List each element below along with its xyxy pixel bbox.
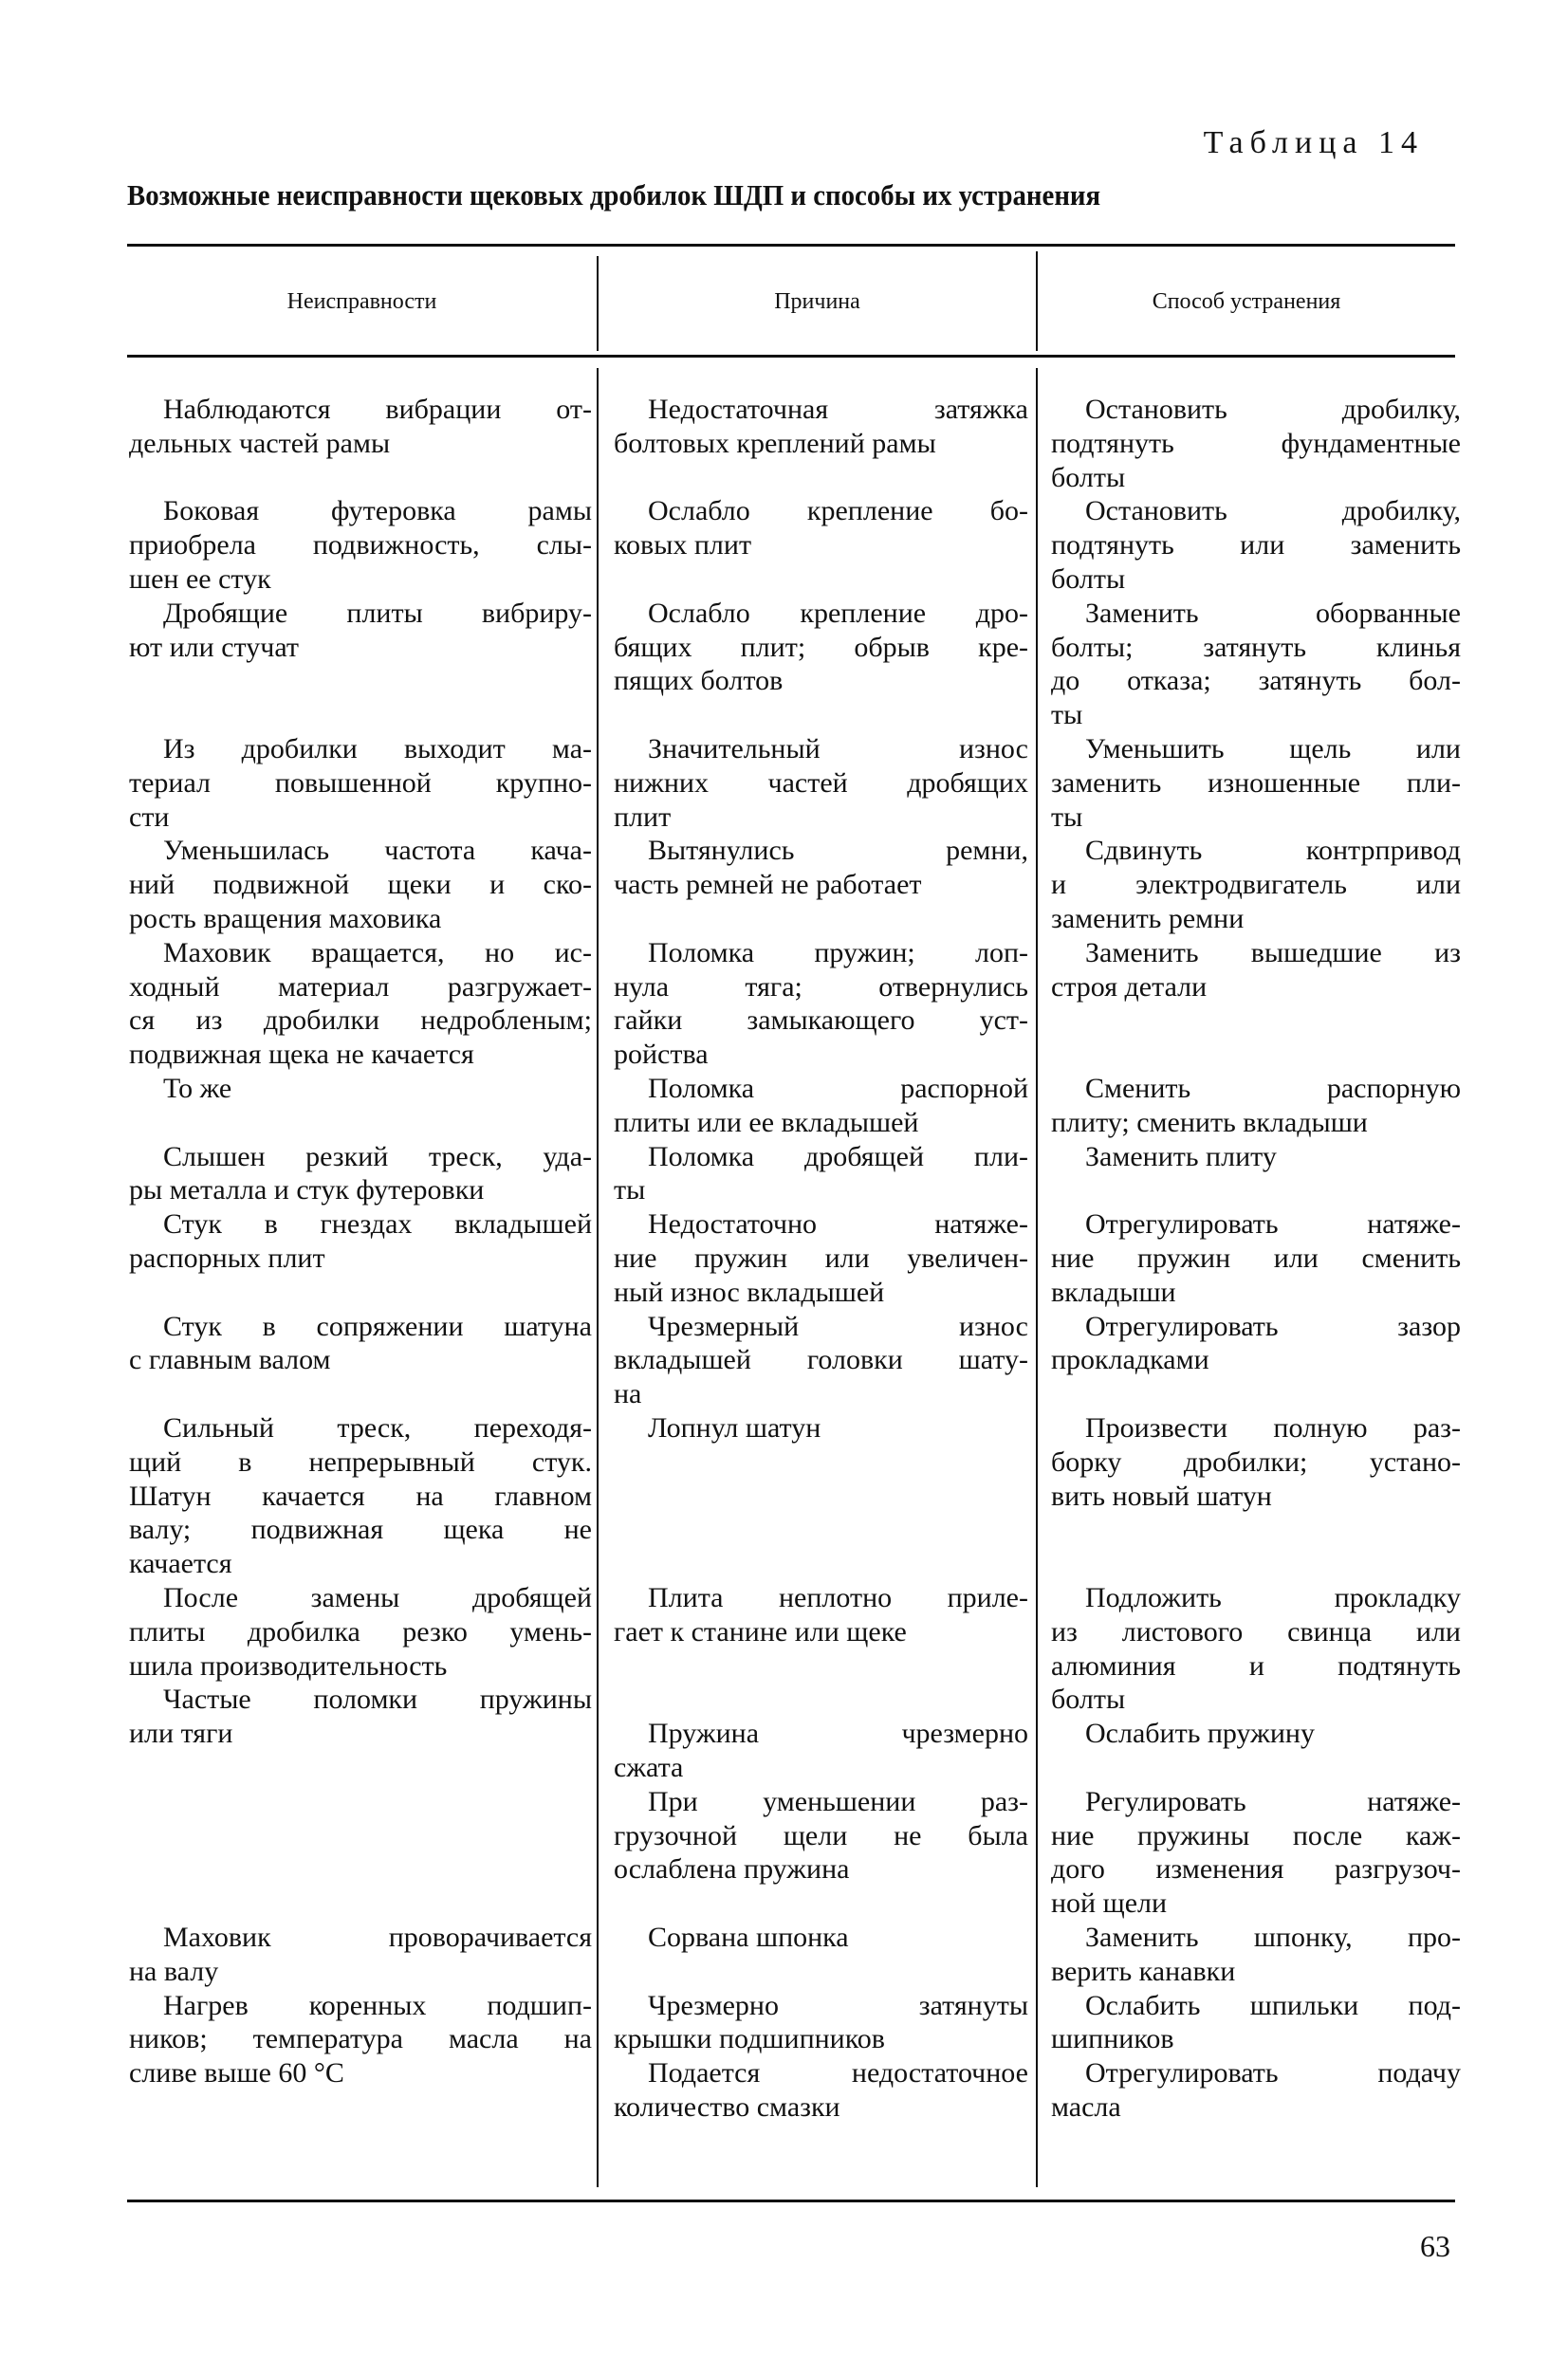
- cell-line: масла: [1051, 2090, 1121, 2123]
- remedy-cell: [1051, 834, 1461, 935]
- fault-cell: [129, 597, 592, 665]
- remedy-cell: [1051, 1785, 1461, 1921]
- cell-line: Подается недостаточное: [648, 2057, 1028, 2090]
- cause-cell: [614, 1140, 1028, 1208]
- cell-line: При уменьшении раз-: [648, 1785, 1028, 1817]
- cell-line: болты: [1051, 1684, 1126, 1716]
- cell-line: Уменьшилась частота кача-: [163, 835, 592, 867]
- cell-line: количество смазки: [614, 2090, 840, 2123]
- cell-line: Маховик вращается, но ис-: [163, 936, 592, 968]
- remedy-cell: [1051, 597, 1461, 732]
- cause-cell: [614, 1921, 1028, 1955]
- cell-line: Остановить дробилку,: [1085, 394, 1461, 425]
- cause-cell: [614, 936, 1028, 1072]
- cell-line: нижних частей дробящих: [614, 766, 1028, 799]
- cell-line: После замены дробящей: [163, 1582, 592, 1613]
- cell-line: Отрегулировать подачу: [1085, 2057, 1461, 2090]
- cell-line: ной щели: [1051, 1887, 1168, 1920]
- cell-line: или тяги: [129, 1718, 233, 1750]
- cell-line: Поломка дробящей пли-: [648, 1140, 1028, 1172]
- cell-line: ковых плит: [614, 529, 752, 562]
- remedy-cell: [1051, 1921, 1461, 1989]
- cell-line: болты; затянуть клинья: [1051, 631, 1461, 663]
- cell-line: ходный материал разгружает-: [129, 970, 592, 1003]
- cell-line: То же: [163, 1073, 232, 1104]
- cell-line: Заменить оборванные: [1085, 597, 1461, 629]
- cell-line: Значительный износ: [648, 733, 1028, 764]
- cell-line: вкладыши: [1051, 1276, 1176, 1308]
- cell-line: Заменить вышедшие из: [1085, 936, 1461, 968]
- cause-cell: [614, 1989, 1028, 2057]
- cell-line: Поломка распорной: [648, 1073, 1028, 1104]
- cell-line: Дробящие плиты вибриру-: [163, 597, 592, 629]
- cell-line: гает к станине или щеке: [614, 1615, 907, 1648]
- cell-line: плиты дробилка резко умень-: [129, 1615, 592, 1648]
- remedy-cell: [1051, 1989, 1461, 2057]
- top-rule: [127, 244, 1455, 247]
- remedy-cell: [1051, 1581, 1461, 1717]
- remedy-cell: [1051, 1310, 1461, 1378]
- cell-line: ры металла и стук футеровки: [129, 1174, 485, 1206]
- cell-line: шила производительность: [129, 1649, 448, 1682]
- cell-line: ний подвижной щеки и ско-: [129, 869, 592, 901]
- cell-line: заменить изношенные пли-: [1051, 766, 1461, 799]
- cell-line: шипников: [1051, 2023, 1174, 2055]
- cell-line: Вытянулись ремни,: [648, 835, 1028, 867]
- cell-line: Регулировать натяже-: [1085, 1785, 1461, 1817]
- header-rule: [127, 355, 1455, 358]
- cell-line: на: [614, 1378, 642, 1410]
- cell-line: сливе выше 60 °С: [129, 2057, 344, 2090]
- remedy-cell: [1051, 732, 1461, 834]
- cell-line: болтовых креплений рамы: [614, 427, 936, 459]
- cell-line: ослаблена пружина: [614, 1853, 850, 1886]
- cell-line: Ослабло крепление бо-: [648, 495, 1028, 527]
- cell-line: Уменьшить щель или: [1085, 733, 1461, 764]
- cell-line: Остановить дробилку,: [1085, 495, 1461, 527]
- fault-cell: [129, 1310, 592, 1378]
- remedy-cell: [1051, 1072, 1461, 1140]
- cell-line: Недостаточная затяжка: [648, 394, 1028, 425]
- fault-cell: [129, 1140, 592, 1208]
- cell-line: Слышен резкий треск, уда-: [163, 1140, 592, 1172]
- cell-line: качается: [129, 1548, 232, 1580]
- cell-line: нула тяга; отвернулись: [614, 970, 1028, 1003]
- fault-cell: [129, 732, 592, 834]
- cell-line: Сильный треск, переходя-: [163, 1412, 592, 1444]
- cause-cell: [614, 1310, 1028, 1411]
- cell-line: и электродвигатель или: [1051, 869, 1461, 901]
- fault-cell: [129, 834, 592, 935]
- cell-line: вкладышей головки шату-: [614, 1344, 1028, 1376]
- remedy-cell: [1051, 494, 1461, 596]
- cell-line: ников; температура масла на: [129, 2023, 592, 2055]
- cell-line: Стук в гнездах вкладышей: [163, 1208, 592, 1241]
- cell-line: из листового свинца или: [1051, 1615, 1461, 1648]
- cell-line: с главным валом: [129, 1344, 331, 1376]
- cause-cell: [614, 494, 1028, 562]
- remedy-cell: [1051, 393, 1461, 494]
- cell-line: Заменить плиту: [1085, 1140, 1277, 1172]
- cell-line: ся из дробилки недробленым;: [129, 1004, 592, 1037]
- cell-line: Сдвинуть контрпривод: [1085, 835, 1461, 867]
- cell-line: прокладками: [1051, 1344, 1209, 1376]
- cell-line: териал повышенной крупно-: [129, 766, 592, 799]
- cell-line: борку дробилки; устано-: [1051, 1445, 1461, 1478]
- cell-line: вить новый шатун: [1051, 1480, 1272, 1512]
- cell-line: верить канавки: [1051, 1955, 1236, 1987]
- fault-cell: [129, 1989, 592, 2090]
- remedy-cell: [1051, 936, 1461, 1004]
- cause-cell: [614, 2056, 1028, 2125]
- cause-cell: [614, 834, 1028, 902]
- fault-cell: [129, 936, 592, 1072]
- cell-line: приобрела подвижность, слы-: [129, 529, 592, 562]
- cell-line: до отказа; затянуть бол-: [1051, 665, 1461, 697]
- cell-line: Боковая футеровка рамы: [163, 495, 592, 527]
- cell-line: ты: [1051, 801, 1083, 833]
- cell-line: Сменить распорную: [1085, 1073, 1461, 1104]
- cell-line: ние пружины после каж-: [1051, 1819, 1461, 1851]
- fault-cell: [129, 393, 592, 461]
- cell-line: дельных частей рамы: [129, 427, 391, 459]
- cell-line: строя детали: [1051, 970, 1208, 1003]
- cell-line: на валу: [129, 1955, 219, 1987]
- cell-line: Стук в сопряжении шатуна: [163, 1310, 592, 1342]
- cause-cell: [614, 732, 1028, 834]
- cell-line: ный износ вкладышей: [614, 1276, 885, 1308]
- header-remedy: Способ устранения: [1152, 289, 1341, 314]
- cell-line: болты: [1051, 562, 1126, 595]
- cell-line: подтянуть фундаментные: [1051, 427, 1461, 459]
- cell-line: плиту; сменить вкладыши: [1051, 1106, 1368, 1138]
- cell-line: гайки замыкающего уст-: [614, 1004, 1028, 1037]
- remedy-cell: [1051, 1411, 1461, 1513]
- cell-line: ройства: [614, 1039, 709, 1071]
- cause-cell: [614, 1072, 1028, 1140]
- header-faults: Неисправности: [286, 289, 437, 314]
- cell-line: Пружина чрезмерно: [648, 1718, 1028, 1750]
- cell-line: ты: [1051, 699, 1083, 731]
- cell-line: заменить ремни: [1051, 902, 1245, 934]
- cell-line: подтянуть или заменить: [1051, 529, 1461, 562]
- cell-line: Ослабить шпильки под-: [1085, 1989, 1461, 2021]
- cell-line: сжата: [614, 1751, 684, 1783]
- page-number: 63: [1420, 2229, 1450, 2263]
- cell-line: Отрегулировать зазор: [1085, 1310, 1461, 1342]
- column-divider: [597, 368, 599, 2187]
- cell-line: плиты или ее вкладышей: [614, 1106, 919, 1138]
- remedy-cell: [1051, 1207, 1461, 1309]
- cell-line: Маховик проворачивается: [163, 1922, 592, 1953]
- cell-line: дого изменения разгрузоч-: [1051, 1853, 1461, 1886]
- cause-cell: [614, 1717, 1028, 1785]
- cell-line: грузочной щели не была: [614, 1819, 1028, 1851]
- fault-cell: [129, 1581, 592, 1683]
- cell-line: ние пружин или увеличен-: [614, 1242, 1028, 1274]
- cell-line: Шатун качается на главном: [129, 1480, 592, 1512]
- cause-cell: [614, 1411, 1028, 1445]
- cell-line: Заменить шпонку, про-: [1085, 1922, 1461, 1953]
- cell-line: подвижная щека не качается: [129, 1039, 474, 1071]
- cell-line: Ослабло крепление дро-: [648, 597, 1028, 629]
- remedy-cell: [1051, 1140, 1461, 1174]
- cell-line: Из дробилки выходит ма-: [163, 733, 592, 764]
- header-cause: Причина: [774, 289, 860, 314]
- fault-cell: [129, 1072, 592, 1106]
- fault-cell: [129, 1207, 592, 1276]
- cell-line: шен ее стук: [129, 562, 271, 595]
- cell-line: сти: [129, 801, 170, 833]
- bottom-rule: [127, 2200, 1455, 2202]
- cell-line: Произвести полную раз-: [1085, 1412, 1461, 1444]
- cell-line: ты: [614, 1174, 646, 1206]
- cell-line: Лопнул шатун: [648, 1412, 821, 1444]
- fault-cell: [129, 1411, 592, 1581]
- cell-line: валу; подвижная щека не: [129, 1514, 592, 1546]
- cell-line: крышки подшипников: [614, 2023, 885, 2055]
- column-divider: [1036, 368, 1038, 2187]
- remedy-cell: [1051, 2056, 1461, 2125]
- cell-line: алюминия и подтянуть: [1051, 1649, 1461, 1682]
- cell-line: Подложить прокладку: [1085, 1582, 1461, 1613]
- table-title: Возможные неисправности щековых дробилок ШДП и способы их устранения: [127, 178, 1101, 212]
- cell-line: плит: [614, 801, 672, 833]
- cell-line: болты: [1051, 461, 1126, 493]
- cell-line: Отрегулировать натяже-: [1085, 1208, 1461, 1241]
- cell-line: рость вращения маховика: [129, 902, 442, 934]
- cell-line: Поломка пружин; лоп-: [648, 936, 1028, 968]
- fault-cell: [129, 1921, 592, 1989]
- cell-line: ют или стучат: [129, 631, 299, 663]
- cell-line: щий в непрерывный стук.: [129, 1445, 592, 1478]
- cell-line: Плита неплотно приле-: [648, 1582, 1028, 1613]
- cell-line: Наблюдаются вибрации от-: [163, 394, 592, 425]
- cause-cell: [614, 1207, 1028, 1309]
- cell-line: пящих болтов: [614, 665, 784, 697]
- cell-line: Чрезмерный износ: [648, 1310, 1028, 1342]
- cause-cell: [614, 1581, 1028, 1649]
- cell-line: часть ремней не работает: [614, 869, 922, 901]
- cell-line: бящих плит; обрыв кре-: [614, 631, 1028, 663]
- cell-line: Недостаточно натяже-: [648, 1208, 1028, 1241]
- remedy-cell: [1051, 1717, 1461, 1751]
- fault-cell: [129, 1683, 592, 1751]
- cell-line: Сорвана шпонка: [648, 1922, 849, 1953]
- fault-cell: [129, 494, 592, 596]
- cause-cell: [614, 1785, 1028, 1887]
- cell-line: Ослабить пружину: [1085, 1718, 1315, 1750]
- cause-cell: [614, 393, 1028, 461]
- cell-line: Частые поломки пружины: [163, 1684, 592, 1716]
- cell-line: распорных плит: [129, 1242, 325, 1274]
- cause-cell: [614, 597, 1028, 698]
- cell-line: ние пружин или сменить: [1051, 1242, 1461, 1274]
- cell-line: Чрезмерно затянуты: [648, 1989, 1028, 2021]
- cell-line: Нагрев коренных подшип-: [163, 1989, 592, 2021]
- table-label: Таблица 14: [1203, 125, 1424, 160]
